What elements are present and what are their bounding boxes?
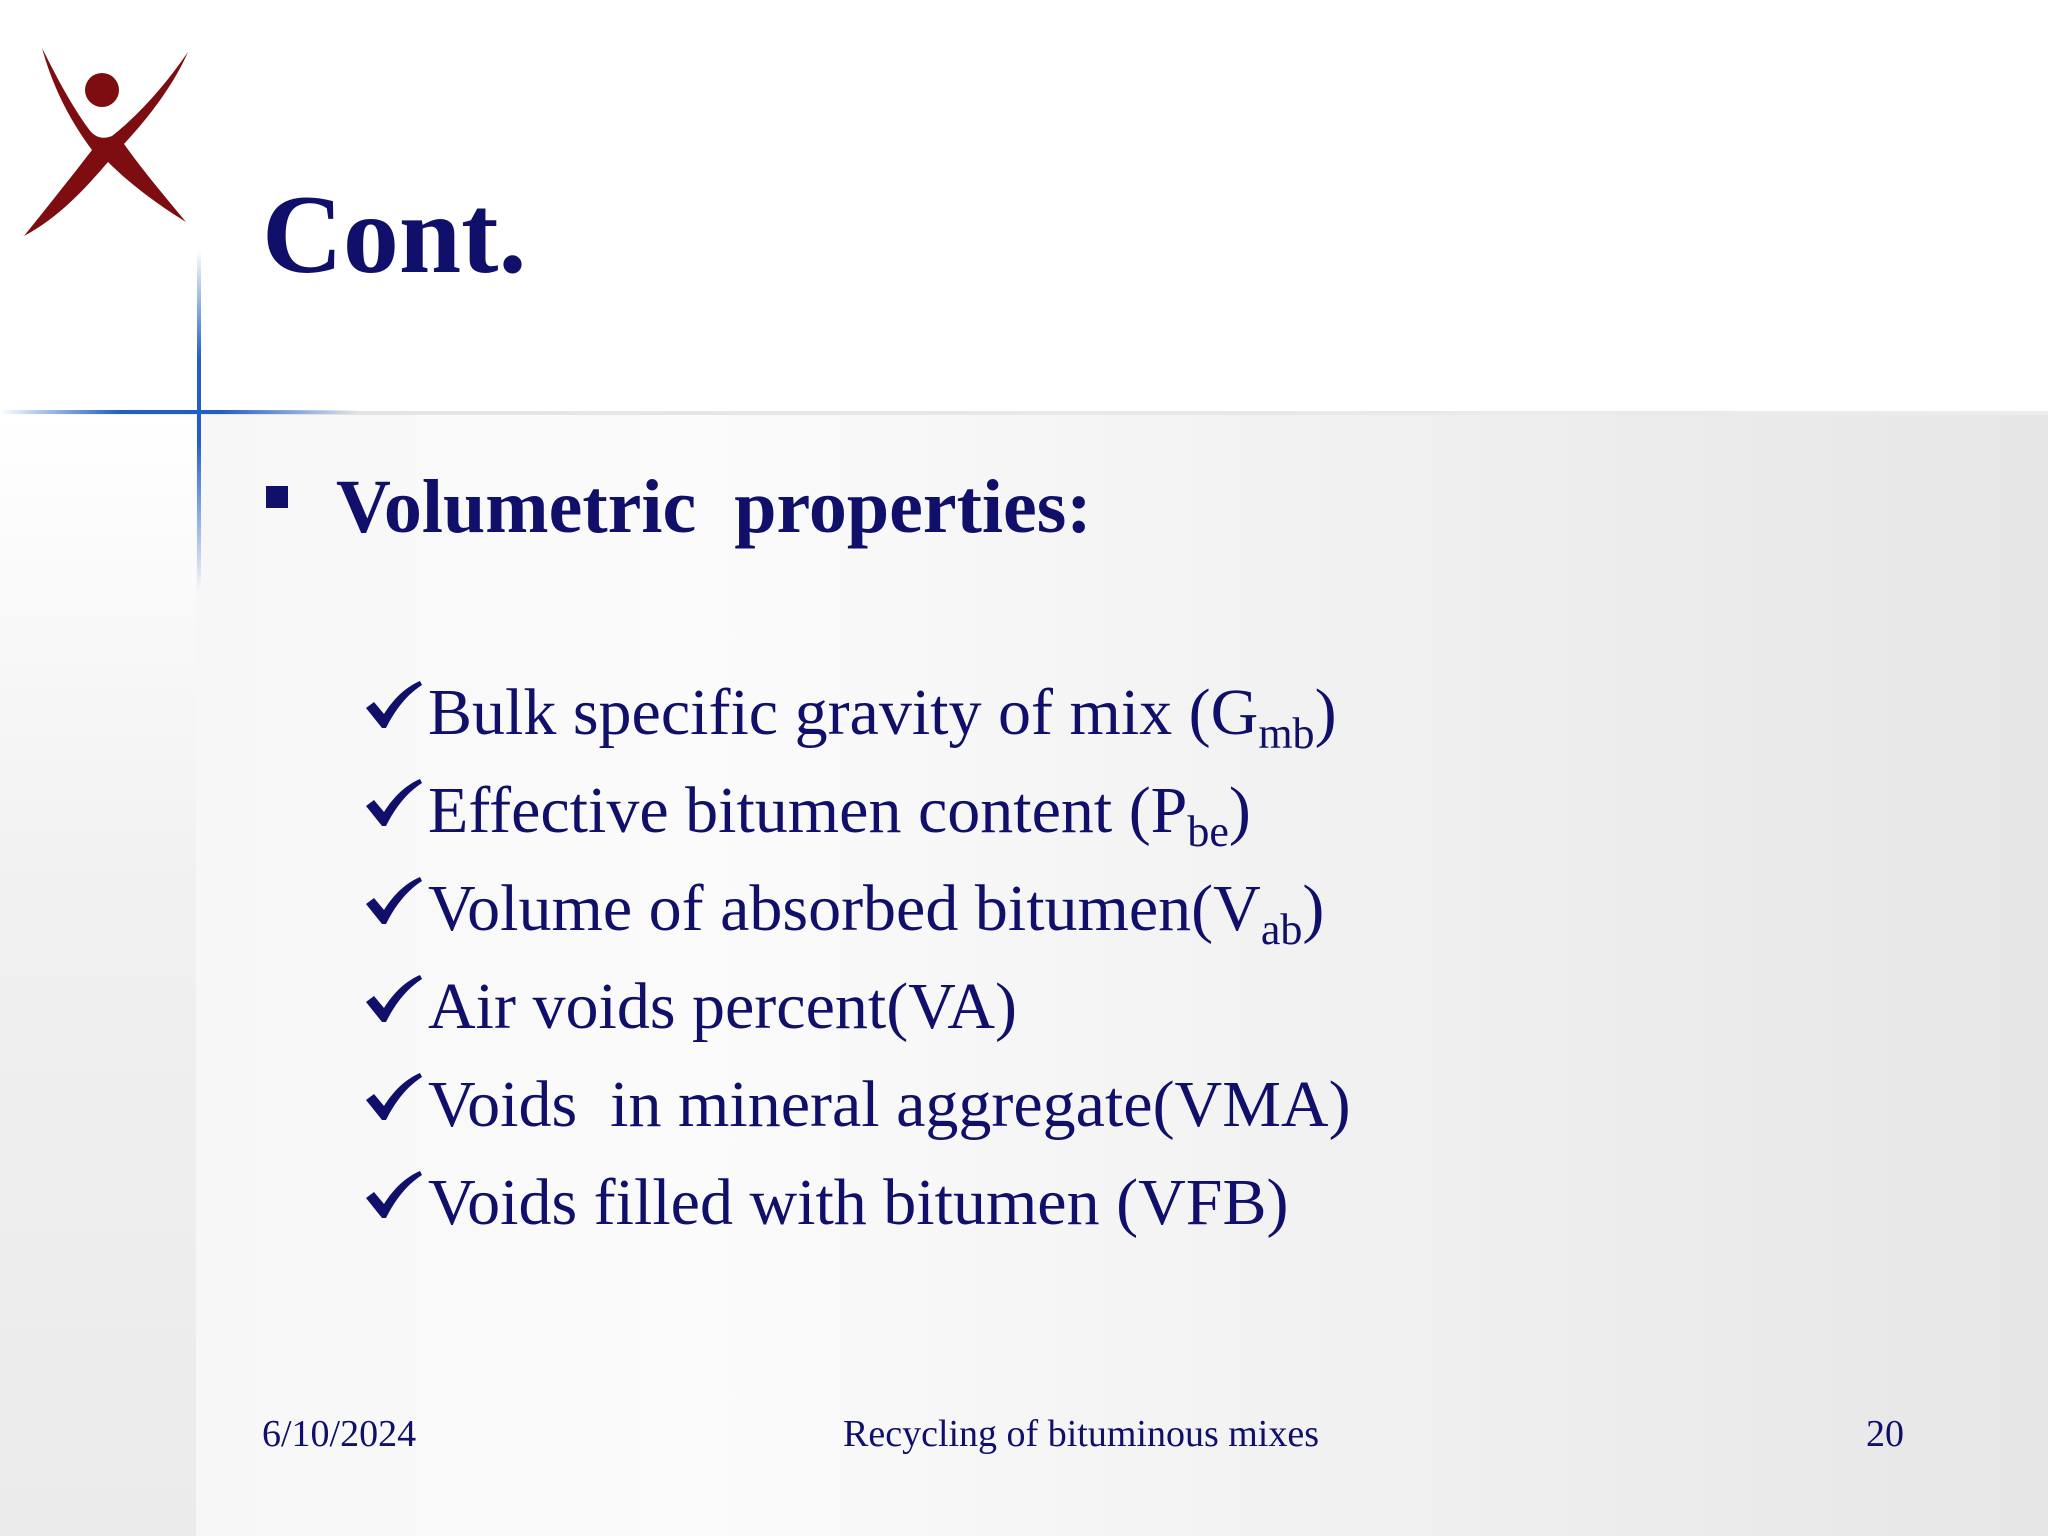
checklist-item-subscript: be xyxy=(1187,807,1229,856)
accent-line-vertical xyxy=(197,250,201,590)
checklist-item-tail: ) xyxy=(1314,676,1337,749)
checklist-item-subscript: ab xyxy=(1260,905,1303,954)
person-figure-logo-icon xyxy=(14,40,194,250)
checklist-item-text: Air voids percent(VA) xyxy=(428,970,1017,1043)
checklist-item-subscript: mb xyxy=(1258,709,1315,758)
checklist-item xyxy=(364,958,1351,1056)
checklist-item-text: Voids in mineral aggregate(VMA) xyxy=(428,1068,1351,1141)
accent-line-horizontal xyxy=(0,410,360,414)
checkmark-icon xyxy=(364,680,422,730)
checkmark-icon xyxy=(364,1072,422,1122)
checklist-item-tail: ) xyxy=(1302,872,1325,945)
footer-date: 6/10/2024 xyxy=(262,1413,417,1455)
left-margin-strip xyxy=(0,413,196,1536)
footer-title: Recycling of bituminous mixes xyxy=(843,1413,1320,1455)
square-bullet-icon xyxy=(266,486,288,508)
checkmark-icon xyxy=(364,974,422,1024)
checklist-item-text: Effective bitumen content (P xyxy=(428,774,1188,847)
bullet-label: Volumetric properties: xyxy=(336,465,1092,549)
checkmark-icon xyxy=(364,876,422,926)
checkmark-icon xyxy=(364,778,422,828)
checklist-item-text: Voids filled with bitumen (VFB) xyxy=(428,1166,1289,1239)
property-checklist xyxy=(364,664,1351,1252)
checklist-item-text: Volume of absorbed bitumen(V xyxy=(428,872,1261,945)
footer-page-number: 20 xyxy=(1866,1413,1904,1455)
slide-title: Cont. xyxy=(262,173,527,297)
checklist-item-text: Bulk specific gravity of mix (G xyxy=(428,676,1259,749)
checklist-item xyxy=(364,860,1351,958)
checklist-item xyxy=(364,1154,1351,1252)
checklist-item xyxy=(364,1056,1351,1154)
checkmark-icon xyxy=(364,1170,422,1220)
checklist-item-tail: ) xyxy=(1228,774,1251,847)
checklist-item xyxy=(364,762,1351,860)
checklist-item xyxy=(364,664,1351,762)
